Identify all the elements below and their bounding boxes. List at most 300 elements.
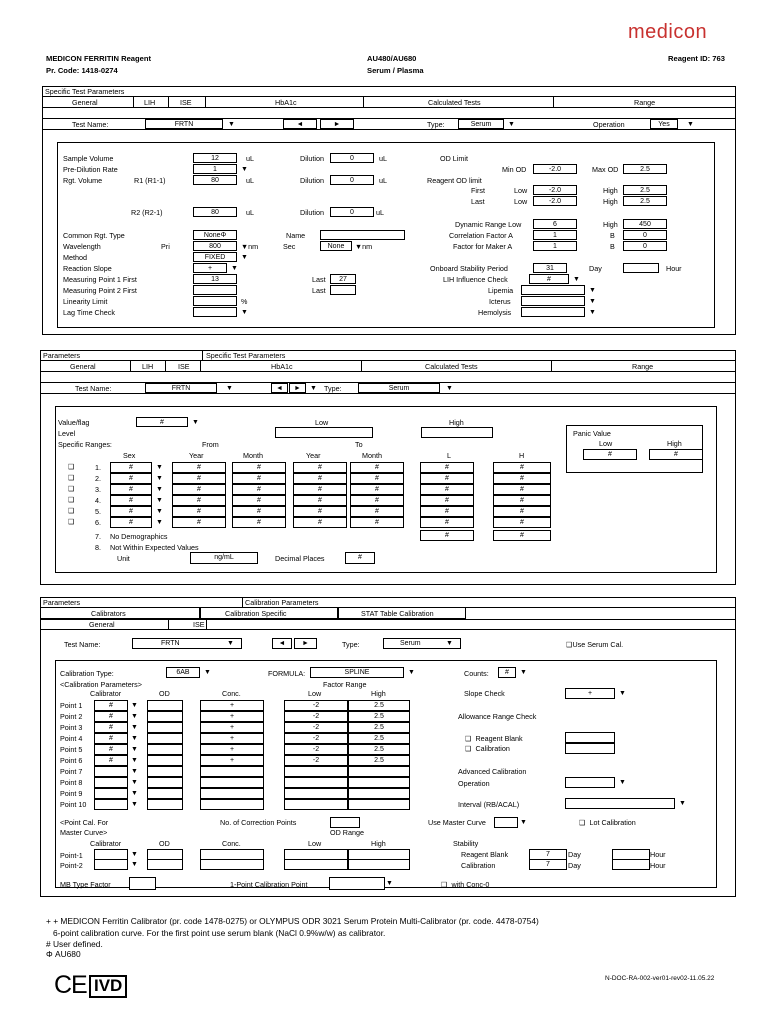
conc-field[interactable]: [200, 788, 264, 799]
to-month-field[interactable]: #: [350, 462, 404, 473]
reaction-slope-field[interactable]: +: [193, 263, 227, 273]
linearity-field[interactable]: [193, 296, 237, 306]
dropdown-triangle-icon[interactable]: ▼: [619, 690, 626, 697]
factor-low-field[interactable]: -2: [284, 733, 348, 744]
dropdown-triangle-icon[interactable]: ▼: [619, 779, 626, 786]
tab-stat-table-calibration[interactable]: STAT Table Calibration: [361, 609, 434, 618]
empty-checkbox-icon[interactable]: ❑: [465, 744, 472, 753]
sex-field[interactable]: #: [110, 484, 152, 495]
medicon-logo: medicon: [628, 21, 708, 43]
from-month-field[interactable]: #: [232, 517, 286, 528]
nm-unit[interactable]: [355, 243, 372, 250]
from-year-field[interactable]: #: [172, 473, 226, 484]
od-field[interactable]: [147, 788, 183, 799]
first-high-field[interactable]: 2.5: [623, 185, 667, 195]
mp1-label: Measuring Point 1 First: [63, 275, 137, 284]
to-year-field[interactable]: #: [293, 495, 347, 506]
factor-low-field[interactable]: -2: [284, 755, 348, 766]
advanced-calibration-label: Advanced Calibration: [458, 767, 527, 776]
type-select[interactable]: Serum: [358, 383, 440, 393]
mp2-last-field[interactable]: [330, 285, 356, 295]
common-rgt-field[interactable]: NoneΦ: [193, 230, 237, 240]
value-flag-field[interactable]: #: [136, 417, 188, 427]
from-year-field[interactable]: #: [172, 506, 226, 517]
maker-b-field[interactable]: 0: [623, 241, 667, 251]
range-h-field[interactable]: #: [493, 506, 551, 517]
tab-calibration-specific[interactable]: Calibration Specific: [225, 609, 287, 618]
from-year-field[interactable]: #: [172, 484, 226, 495]
decimal-places-field[interactable]: #: [345, 552, 375, 564]
dropdown-triangle-icon[interactable]: ▼: [192, 419, 199, 426]
range-l-field[interactable]: #: [420, 495, 474, 506]
od-field[interactable]: [147, 722, 183, 733]
dropdown-triangle-icon[interactable]: ▼: [131, 735, 138, 742]
dropdown-triangle-icon[interactable]: ▼: [573, 276, 580, 283]
pt-col-od: OD: [159, 839, 170, 848]
onboard-hours-field[interactable]: [623, 263, 659, 273]
sex-field[interactable]: #: [110, 473, 152, 484]
dropdown-triangle-icon[interactable]: ▼: [231, 265, 238, 272]
dropdown-triangle-icon[interactable]: ▼: [156, 475, 163, 482]
method-label: Method: [63, 253, 87, 262]
test-name-select[interactable]: FRTN: [145, 383, 217, 393]
range-row-number: 4.: [95, 496, 101, 505]
dropdown-triangle-icon[interactable]: ▼: [156, 497, 163, 504]
min-od-field[interactable]: -2.0: [533, 164, 577, 174]
od-field[interactable]: [147, 700, 183, 711]
dropdown-triangle-icon[interactable]: ▼: [131, 702, 138, 709]
calibrator-field[interactable]: #: [94, 733, 128, 744]
dropdown-triangle-icon[interactable]: ▼: [355, 242, 363, 251]
dynamic-low-field[interactable]: 6: [533, 219, 577, 229]
cal-type-field[interactable]: 6AB: [166, 667, 200, 678]
dropdown-triangle-icon[interactable]: ▼: [446, 385, 453, 392]
calibration-field[interactable]: [565, 743, 615, 754]
one-point-cal-label: 1-Point Calibration Point: [230, 880, 308, 889]
one-point-cal-field[interactable]: [329, 877, 385, 890]
factor-low-field[interactable]: -2: [284, 700, 348, 711]
onboard-days-field[interactable]: 31: [533, 263, 567, 273]
factor-low-field[interactable]: [284, 799, 348, 810]
unit-ul: uL: [246, 208, 254, 217]
panic-low-label: Low: [599, 439, 613, 448]
tab-general[interactable]: General: [70, 362, 96, 371]
factor-high-field[interactable]: [348, 799, 410, 810]
empty-checkbox-icon[interactable]: ❑: [465, 734, 472, 743]
range-row-number: 2.: [95, 474, 101, 483]
unit-field[interactable]: ng/mL: [190, 552, 258, 564]
formula-label: FORMULA:: [268, 669, 306, 678]
tab-general[interactable]: General: [89, 620, 115, 629]
factor-high-field[interactable]: 2.5: [348, 744, 410, 755]
dropdown-triangle-icon[interactable]: ▼: [446, 640, 453, 647]
type-select[interactable]: Serum: [383, 638, 461, 649]
type-label: Type:: [324, 384, 342, 393]
calibrator-field[interactable]: [94, 799, 128, 810]
calibrator-field[interactable]: [94, 788, 128, 799]
dilution-label: Dilution: [300, 154, 324, 163]
onboard-label: Onboard Stability Period: [430, 264, 508, 273]
ivd-mark: IVD: [89, 975, 127, 998]
mp2-first-field[interactable]: [193, 285, 237, 295]
dropdown-triangle-icon[interactable]: ▼: [241, 242, 249, 251]
to-month-field[interactable]: #: [350, 495, 404, 506]
common-rgt-label: Common Rgt. Type: [63, 231, 125, 240]
od-field[interactable]: [147, 744, 183, 755]
dropdown-triangle-icon[interactable]: ▼: [131, 724, 138, 731]
dilution-label: Dilution: [300, 208, 324, 217]
use-serum-cal-label: Use Serum Cal.: [572, 640, 624, 649]
calibration-point-label: Point 4: [60, 734, 83, 743]
first-low-field[interactable]: -2.0: [533, 185, 577, 195]
calibrator-field[interactable]: #: [94, 744, 128, 755]
tab-ise[interactable]: ISE: [178, 362, 190, 371]
dropdown-triangle-icon[interactable]: ▼: [589, 309, 596, 316]
tab-general[interactable]: General: [72, 98, 98, 107]
range-l-field[interactable]: #: [420, 506, 474, 517]
hour-label: Hour: [650, 861, 666, 870]
next-test-button[interactable]: ►: [294, 638, 317, 649]
from-year-field[interactable]: #: [172, 517, 226, 528]
from-month-field[interactable]: #: [232, 506, 286, 517]
empty-checkbox-icon[interactable]: ❑: [68, 464, 75, 471]
type-label: Type:: [342, 640, 360, 649]
hemolysis-field[interactable]: [521, 307, 585, 317]
calibration-point-label: Point 7: [60, 767, 83, 776]
calibrator-field[interactable]: #: [94, 711, 128, 722]
tab-calibrators[interactable]: Calibrators: [91, 609, 126, 618]
dropdown-triangle-icon[interactable]: ▼: [204, 669, 211, 676]
stab-rb-label: Reagent Blank: [461, 850, 509, 859]
to-month-field[interactable]: #: [350, 506, 404, 517]
reagent-blank-label: Reagent Blank: [475, 734, 523, 743]
to-month-field[interactable]: #: [350, 473, 404, 484]
conc-field[interactable]: +: [200, 711, 264, 722]
dropdown-triangle-icon[interactable]: ▼: [228, 121, 235, 128]
dropdown-triangle-icon[interactable]: ▼: [241, 166, 248, 173]
dropdown-triangle-icon[interactable]: ▼: [131, 746, 138, 753]
prev-test-button[interactable]: ◄: [271, 383, 288, 393]
empty-checkbox-icon[interactable]: ❑: [68, 475, 75, 482]
to-year-field[interactable]: #: [293, 484, 347, 495]
test-name-select[interactable]: FRTN: [132, 638, 242, 649]
r2-volume-field[interactable]: 80: [193, 207, 237, 217]
empty-checkbox-icon[interactable]: ❑: [579, 818, 586, 827]
calibrator-field[interactable]: #: [94, 722, 128, 733]
frame-tab-parameters[interactable]: Parameters: [43, 598, 81, 607]
dynamic-high-field[interactable]: 450: [623, 219, 667, 229]
tab-calculated-tests[interactable]: Calculated Tests: [425, 362, 478, 371]
from-month-field[interactable]: #: [232, 473, 286, 484]
allowance-range-label: Allowance Range Check: [458, 712, 537, 721]
sex-field[interactable]: #: [110, 517, 152, 528]
empty-checkbox-icon[interactable]: ❑: [68, 508, 75, 515]
mp1-last-field[interactable]: 27: [330, 274, 356, 284]
dropdown-triangle-icon[interactable]: ▼: [156, 508, 163, 515]
dropdown-triangle-icon[interactable]: ▼: [520, 669, 527, 676]
operation-field[interactable]: [565, 777, 615, 788]
last-high-field[interactable]: 2.5: [623, 196, 667, 206]
next-test-button[interactable]: ►: [320, 119, 354, 129]
icterus-field[interactable]: [521, 296, 585, 306]
dropdown-triangle-icon[interactable]: ▼: [679, 800, 686, 807]
factor-high-field[interactable]: 2.5: [348, 722, 410, 733]
tab-ise[interactable]: ISE: [193, 620, 205, 629]
conc-field[interactable]: +: [200, 755, 264, 766]
factor-low-field[interactable]: [284, 766, 348, 777]
calibration-point-label: Point 3: [60, 723, 83, 732]
empty-checkbox-icon[interactable]: ❑: [68, 497, 75, 504]
prev-test-button[interactable]: ◄: [272, 638, 292, 649]
dropdown-triangle-icon[interactable]: ▼: [131, 801, 138, 808]
correlation-b-field[interactable]: 0: [623, 230, 667, 240]
empty-checkbox-icon[interactable]: ❑: [68, 519, 75, 526]
od-field[interactable]: [147, 711, 183, 722]
lih-check-field[interactable]: #: [529, 274, 569, 284]
correlation-a-field[interactable]: 1: [533, 230, 577, 240]
last-low-field[interactable]: -2.0: [533, 196, 577, 206]
interval-field[interactable]: [565, 798, 675, 809]
dropdown-triangle-icon[interactable]: ▼: [131, 861, 138, 868]
dilution-field-3[interactable]: 0: [330, 207, 374, 217]
from-month-field[interactable]: #: [232, 462, 286, 473]
lag-time-field[interactable]: [193, 307, 237, 317]
dynamic-range-label: Dynamic Range Low: [455, 220, 522, 229]
footnote-au680: Φ AU680: [46, 949, 81, 959]
max-od-field[interactable]: 2.5: [623, 164, 667, 174]
dropdown-triangle-icon[interactable]: ▼: [508, 121, 515, 128]
panic-low-field[interactable]: #: [583, 449, 637, 460]
frame-tab-calibration-parameters[interactable]: Calibration Parameters: [245, 598, 319, 607]
sex-field[interactable]: #: [110, 495, 152, 506]
dropdown-triangle-icon[interactable]: ▼: [156, 486, 163, 493]
range-h-field[interactable]: #: [493, 473, 551, 484]
unit-label: Unit: [117, 554, 130, 563]
factor-low-field[interactable]: [284, 788, 348, 799]
range-h-field[interactable]: #: [493, 484, 551, 495]
from-month-field[interactable]: #: [232, 495, 286, 506]
row7-h-field[interactable]: #: [493, 530, 551, 541]
to-year-field[interactable]: #: [293, 473, 347, 484]
od-field[interactable]: [147, 766, 183, 777]
range-l-field[interactable]: #: [420, 484, 474, 495]
empty-checkbox-icon[interactable]: ❑: [68, 486, 75, 493]
dilution-field-2[interactable]: 0: [330, 175, 374, 185]
use-serum-cal[interactable]: [566, 641, 623, 648]
to-month-field[interactable]: #: [350, 484, 404, 495]
tab-ise[interactable]: ISE: [180, 98, 192, 107]
row7-l-field[interactable]: #: [420, 530, 474, 541]
factor-high-field[interactable]: 2.5: [348, 711, 410, 722]
maker-a-field[interactable]: 1: [533, 241, 577, 251]
lipemia-field[interactable]: [521, 285, 585, 295]
tab-range[interactable]: Range: [632, 362, 654, 371]
dropdown-triangle-icon[interactable]: ▼: [131, 713, 138, 720]
factor-high-field[interactable]: 2.5: [348, 700, 410, 711]
dropdown-triangle-icon[interactable]: ▼: [227, 640, 234, 647]
to-year-field[interactable]: #: [293, 517, 347, 528]
calibrator-field[interactable]: #: [94, 700, 128, 711]
od-field[interactable]: [147, 799, 183, 810]
prev-test-button[interactable]: ◄: [283, 119, 317, 129]
tab-lih[interactable]: LIH: [144, 98, 156, 107]
empty-checkbox-icon[interactable]: ❑: [441, 880, 448, 889]
conc-field[interactable]: +: [200, 700, 264, 711]
unit-ul: uL: [379, 154, 387, 163]
level-label: Level: [58, 429, 76, 438]
conc-field[interactable]: [200, 766, 264, 777]
mp1-first-field[interactable]: 13: [193, 274, 237, 284]
level-low-field[interactable]: [275, 427, 373, 438]
r1-volume-field[interactable]: 80: [193, 175, 237, 185]
from-year-field[interactable]: #: [172, 495, 226, 506]
dropdown-triangle-icon[interactable]: ▼: [408, 669, 415, 676]
range-h-field[interactable]: #: [493, 462, 551, 473]
sex-field[interactable]: #: [110, 506, 152, 517]
pt2-od-field[interactable]: [147, 859, 183, 870]
lot-calibration-check[interactable]: [579, 819, 636, 826]
use-master-curve-field[interactable]: [494, 817, 518, 828]
range-l-field[interactable]: #: [420, 462, 474, 473]
max-od-label: Max OD: [592, 165, 619, 174]
pt2-high-field[interactable]: [348, 859, 410, 870]
dilution-label: Dilution: [300, 176, 324, 185]
formula-field[interactable]: SPLINE: [310, 667, 404, 678]
slope-check-field[interactable]: +: [565, 688, 615, 699]
pre-dilution-field[interactable]: 1: [193, 164, 237, 174]
stab-cal-hours-field[interactable]: [612, 859, 650, 870]
calibration-check[interactable]: [465, 745, 510, 752]
panic-high-field[interactable]: #: [649, 449, 703, 460]
pt2-conc-field[interactable]: [200, 859, 264, 870]
from-year-field[interactable]: #: [172, 462, 226, 473]
frame-tab-parameters[interactable]: Parameters: [43, 351, 81, 360]
conc-field[interactable]: [200, 777, 264, 788]
factor-high-field[interactable]: 2.5: [348, 755, 410, 766]
od-field[interactable]: [147, 777, 183, 788]
dropdown-triangle-icon[interactable]: ▼: [131, 779, 138, 786]
range-row-number: 1.: [95, 463, 101, 472]
with-conc0-check[interactable]: [441, 881, 489, 888]
factor-high-field[interactable]: [348, 788, 410, 799]
calibrator-field[interactable]: #: [94, 755, 128, 766]
dropdown-triangle-icon[interactable]: ▼: [156, 519, 163, 526]
to-month-field[interactable]: #: [350, 517, 404, 528]
tab-hba1c[interactable]: HbA1c: [275, 98, 297, 107]
dropdown-triangle-icon[interactable]: ▼: [156, 464, 163, 471]
factor-low-field[interactable]: -2: [284, 744, 348, 755]
dropdown-triangle-icon[interactable]: ▼: [131, 851, 138, 858]
sec-field[interactable]: None: [320, 241, 352, 251]
dropdown-triangle-icon[interactable]: ▼: [131, 790, 138, 797]
b-label: B: [610, 242, 615, 251]
dropdown-triangle-icon[interactable]: ▼: [520, 819, 527, 826]
calibrator-field[interactable]: [94, 766, 128, 777]
calibrator-field[interactable]: [94, 777, 128, 788]
stability-label: Stability: [453, 839, 479, 848]
from-month-field[interactable]: #: [232, 484, 286, 495]
hour-label: Hour: [650, 850, 666, 859]
dropdown-triangle-icon[interactable]: ▼: [687, 121, 694, 128]
pt2-calibrator-field[interactable]: [94, 859, 128, 870]
conc-field[interactable]: +: [200, 744, 264, 755]
tab-hba1c[interactable]: HbA1c: [271, 362, 293, 371]
dropdown-triangle-icon[interactable]: ▼: [589, 287, 596, 294]
conc-field[interactable]: +: [200, 722, 264, 733]
type-select[interactable]: Serum: [458, 119, 504, 129]
sex-field[interactable]: #: [110, 462, 152, 473]
od-field[interactable]: [147, 755, 183, 766]
reagent-blank-field[interactable]: [565, 732, 615, 743]
stab-rb-days-field[interactable]: 7: [529, 849, 567, 860]
col-calibrator: Calibrator: [90, 689, 122, 698]
factor-high-field[interactable]: [348, 777, 410, 788]
sec-label: Sec: [283, 242, 296, 251]
tab-calculated-tests[interactable]: Calculated Tests: [428, 98, 481, 107]
factor-low-field[interactable]: -2: [284, 722, 348, 733]
dropdown-triangle-icon[interactable]: ▼: [131, 768, 138, 775]
od-field[interactable]: [147, 733, 183, 744]
dilution-field-1[interactable]: 0: [330, 153, 374, 163]
range-h-field[interactable]: #: [493, 495, 551, 506]
conc-field[interactable]: [200, 799, 264, 810]
frame-tab-specific-test-parameters[interactable]: Specific Test Parameters: [206, 351, 286, 360]
reagent-blank-check[interactable]: [465, 735, 523, 742]
master-curve-label: Master Curve>: [60, 828, 108, 837]
high-label: High: [603, 220, 618, 229]
no-correction-field[interactable]: [330, 817, 360, 828]
sample-type: Serum / Plasma: [367, 66, 424, 75]
counts-field[interactable]: #: [498, 667, 516, 678]
dropdown-triangle-icon[interactable]: ▼: [131, 757, 138, 764]
to-year-field[interactable]: #: [293, 462, 347, 473]
sample-volume-field[interactable]: 12: [193, 153, 237, 163]
next-test-button[interactable]: ►: [289, 383, 306, 393]
factor-high-field[interactable]: 2.5: [348, 733, 410, 744]
dropdown-triangle-icon[interactable]: ▼: [589, 298, 596, 305]
factor-high-field[interactable]: [348, 766, 410, 777]
range-l-field[interactable]: #: [420, 473, 474, 484]
range-l-field[interactable]: #: [420, 517, 474, 528]
dropdown-triangle-icon[interactable]: ▼: [241, 309, 248, 316]
mb-type-factor-field[interactable]: [129, 877, 156, 890]
conc-field[interactable]: +: [200, 733, 264, 744]
dropdown-triangle-icon[interactable]: ▼: [226, 385, 233, 392]
level-high-field[interactable]: [421, 427, 493, 438]
stab-cal-days-field[interactable]: 7: [529, 859, 567, 870]
pri-field[interactable]: 800: [193, 241, 237, 251]
operation-select[interactable]: Yes: [650, 119, 678, 129]
factor-low-field[interactable]: [284, 777, 348, 788]
sample-volume-label: Sample Volume: [63, 154, 114, 163]
nm-unit[interactable]: [241, 243, 258, 250]
test-name-label: Test Name:: [64, 640, 101, 649]
name-field[interactable]: [320, 230, 405, 240]
method-field[interactable]: FIXED: [193, 252, 237, 262]
dropdown-triangle-icon[interactable]: ▼: [386, 880, 393, 887]
pt2-low-field[interactable]: [284, 859, 348, 870]
range-row-number: 3.: [95, 485, 101, 494]
range-h-field[interactable]: #: [493, 517, 551, 528]
to-year-field[interactable]: #: [293, 506, 347, 517]
dropdown-triangle-icon[interactable]: ▼: [241, 254, 248, 261]
tab-range[interactable]: Range: [634, 98, 656, 107]
empty-checkbox-icon[interactable]: ❑: [566, 640, 573, 649]
test-name-select[interactable]: FRTN: [145, 119, 223, 129]
dropdown-triangle-icon[interactable]: ▼: [310, 385, 317, 392]
factor-low-field[interactable]: -2: [284, 711, 348, 722]
tab-lih[interactable]: LIH: [142, 362, 154, 371]
